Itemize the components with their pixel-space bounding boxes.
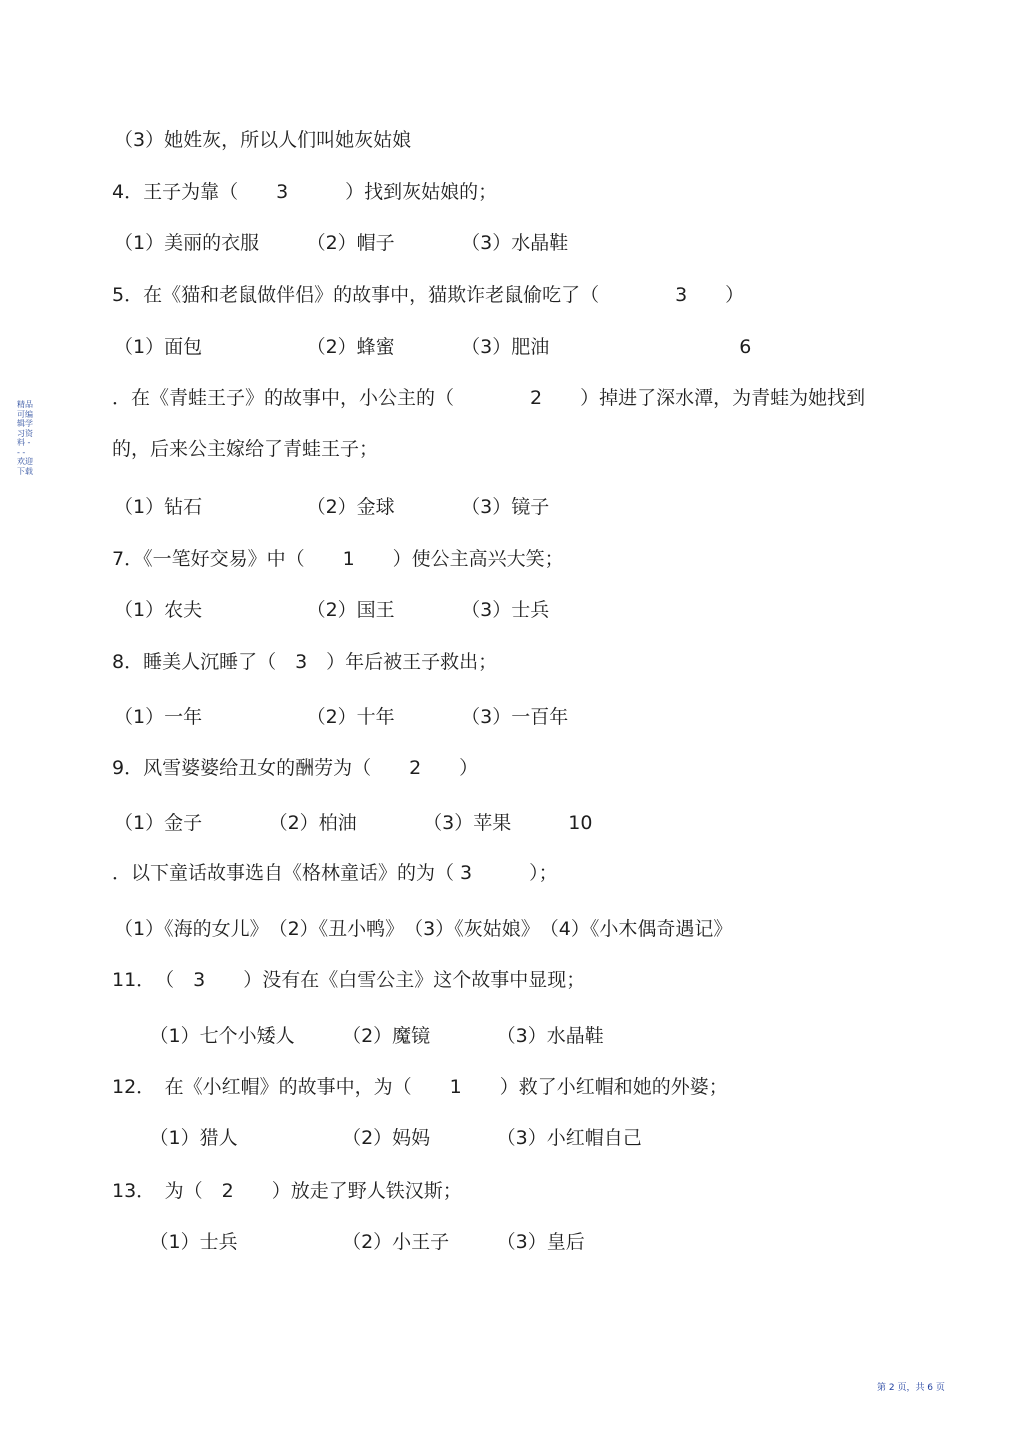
options-8: （1）一年 （2）十年 （3）一百年 bbox=[114, 706, 569, 728]
side-watermark-text: 精品可编辑学习资料 - - - 欢迎下载 bbox=[17, 400, 33, 476]
question-13: 13． 为（ 2 ）放走了野人铁汉斯； bbox=[112, 1180, 462, 1202]
question-6-cont: 的，后来公主嫁给了青蛙王子； bbox=[112, 438, 379, 460]
question-5: 5．在《猫和老鼠做伴侣》的故事中，猫欺诈老鼠偷吃了（ 3 ） bbox=[112, 284, 745, 306]
options-13: （1）士兵 （2）小王子 （3）皇后 bbox=[140, 1231, 585, 1253]
options-10: （1）《海的女儿》 （2）《丑小鸭》 （3）《灰姑娘》 （4）《小木偶奇遇记》 bbox=[114, 918, 733, 940]
options-5: （1）面包 （2）蜂蜜 （3）肥油 6 bbox=[114, 336, 752, 358]
text-line: （3）她姓灰，所以人们叫她灰姑娘 bbox=[114, 129, 412, 151]
options-12: （1）猎人 （2）妈妈 （3）小红帽自己 bbox=[140, 1127, 642, 1149]
page-number: 第 2 页，共 6 页 bbox=[877, 1383, 945, 1393]
question-6: ．在《青蛙王子》的故事中，小公主的（ 2 ）掉进了深水潭，为青蛙为她找到 bbox=[112, 387, 866, 409]
options-4: （1）美丽的衣服 （2）帽子 （3）水晶鞋 bbox=[114, 232, 569, 254]
question-8: 8．睡美人沉睡了（ 3 ）年后被王子救出； bbox=[112, 651, 498, 673]
question-7: 7．《一笔好交易》中（ 1 ）使公主高兴大笑； bbox=[112, 548, 564, 570]
options-11: （1）七个小矮人 （2）魔镜 （3）水晶鞋 bbox=[140, 1025, 604, 1047]
options-9: （1）金子 （2）柏油 （3）苹果 10 bbox=[114, 812, 593, 834]
question-11: 11． （ 3 ）没有在《白雪公主》这个故事中显现； bbox=[112, 969, 586, 991]
question-9: 9．风雪婆婆给丑女的酬劳为（ 2 ） bbox=[112, 757, 479, 779]
options-6: （1）钻石 （2）金球 （3）镜子 bbox=[114, 496, 550, 518]
question-12: 12． 在《小红帽》的故事中，为（ 1 ）救了小红帽和她的外婆； bbox=[112, 1076, 728, 1098]
question-10: ．以下童话故事选自《格林童话》的为（ 3 ）； bbox=[112, 862, 558, 884]
options-7: （1）农夫 （2）国王 （3）士兵 bbox=[114, 599, 550, 621]
question-4: 4．王子为靠（ 3 ）找到灰姑娘的； bbox=[112, 181, 498, 203]
